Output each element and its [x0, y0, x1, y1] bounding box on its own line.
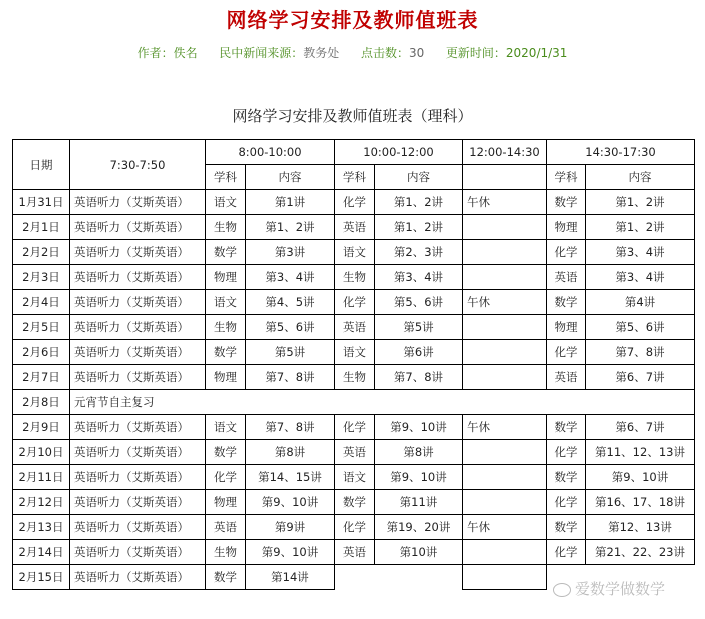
cell-content-4: 第16、17、18讲 — [586, 490, 695, 515]
cell-content-1: 第3讲 — [246, 240, 335, 265]
cell-subject-4: 英语 — [547, 265, 586, 290]
cell-content-1: 第5讲 — [246, 340, 335, 365]
cell-content-4: 第9、10讲 — [586, 465, 695, 490]
cell-content-1: 第1、2讲 — [246, 215, 335, 240]
cell-subject-1: 数学 — [206, 440, 246, 465]
cell-subject-2: 语文 — [335, 465, 375, 490]
cell-content-1: 第14讲 — [246, 565, 335, 590]
source: 教务处 — [303, 46, 340, 60]
cell-subject-4: 数学 — [547, 465, 586, 490]
cell-morning: 英语听力（艾斯英语） — [70, 290, 206, 315]
cell-date: 2月6日 — [13, 340, 70, 365]
cell-subject-2: 英语 — [335, 215, 375, 240]
cell-date: 2月10日 — [13, 440, 70, 465]
cell-subject-4: 化学 — [547, 490, 586, 515]
cell-morning: 英语听力（艾斯英语） — [70, 365, 206, 390]
cell-subject-2: 英语 — [335, 440, 375, 465]
cell-subject-1: 语文 — [206, 190, 246, 215]
cell-content-2: 第1、2讲 — [375, 215, 463, 240]
cell-content-4: 第4讲 — [586, 290, 695, 315]
table-caption: 网络学习安排及教师值班表（理科） — [232, 107, 473, 125]
wechat-icon — [553, 583, 571, 597]
cell-content-4: 第6、7讲 — [586, 365, 695, 390]
table-row — [13, 340, 695, 365]
cell-subject-1: 生物 — [206, 315, 246, 340]
cell-subject-2: 化学 — [335, 290, 375, 315]
cell-subject-4: 物理 — [547, 315, 586, 340]
header-session-3: 12:00-14:30 — [463, 140, 547, 165]
cell-noon: 午休 — [463, 515, 547, 540]
cell-content-4: 第11、12、13讲 — [586, 440, 695, 465]
article-meta — [0, 44, 705, 61]
cell-noon — [463, 465, 547, 490]
cell-morning: 英语听力（艾斯英语） — [70, 265, 206, 290]
cell-content-1: 第9讲 — [246, 515, 335, 540]
cell-morning: 英语听力（艾斯英语） — [70, 565, 206, 590]
cell-content-1: 第1讲 — [246, 190, 335, 215]
cell-subject-1: 数学 — [206, 240, 246, 265]
cell-content-2: 第10讲 — [375, 540, 463, 565]
cell-morning: 英语听力（艾斯英语） — [70, 215, 206, 240]
cell-note: 元宵节自主复习 — [70, 390, 695, 415]
cell-subject-1: 数学 — [206, 565, 246, 590]
cell-content-4: 第7、8讲 — [586, 340, 695, 365]
cell-noon — [463, 265, 547, 290]
subheader-subject: 学科 — [335, 165, 375, 190]
subheader-content: 内容 — [586, 165, 695, 190]
cell-content-1: 第8讲 — [246, 440, 335, 465]
table-row — [13, 265, 695, 290]
header-session-4: 14:30-17:30 — [547, 140, 695, 165]
cell-content-4: 第1、2讲 — [586, 190, 695, 215]
header-session-2: 10:00-12:00 — [335, 140, 463, 165]
cell-date: 2月7日 — [13, 365, 70, 390]
table-row — [13, 440, 695, 465]
table-row — [13, 515, 695, 540]
cell-date: 2月4日 — [13, 290, 70, 315]
cell-date: 2月11日 — [13, 465, 70, 490]
subheader-subject: 学科 — [206, 165, 246, 190]
cell-subject-1: 数学 — [206, 340, 246, 365]
time-label: 更新时间： — [445, 46, 506, 60]
cell-date: 2月2日 — [13, 240, 70, 265]
cell-noon — [463, 340, 547, 365]
cell-subject-1: 物理 — [206, 365, 246, 390]
cell-content-2: 第8讲 — [375, 440, 463, 465]
cell-noon — [463, 490, 547, 515]
table-row — [13, 390, 695, 415]
cell-subject-1: 生物 — [206, 540, 246, 565]
cell-subject-1: 语文 — [206, 415, 246, 440]
cell-content-1: 第7、8讲 — [246, 415, 335, 440]
header-date: 日期 — [13, 140, 70, 190]
cell-noon — [463, 365, 547, 390]
subheader-subject: 学科 — [547, 165, 586, 190]
cell-noon — [463, 240, 547, 265]
cell-subject-4: 化学 — [547, 240, 586, 265]
header-session-1: 8:00-10:00 — [206, 140, 335, 165]
cell-date: 2月14日 — [13, 540, 70, 565]
cell-morning: 英语听力（艾斯英语） — [70, 540, 206, 565]
cell-content-4: 第3、4讲 — [586, 265, 695, 290]
cell-date: 2月9日 — [13, 415, 70, 440]
table-row — [13, 490, 695, 515]
cell-subject-1: 化学 — [206, 465, 246, 490]
cell-subject-4: 数学 — [547, 190, 586, 215]
cell-content-2: 第5、6讲 — [375, 290, 463, 315]
cell-content-1: 第7、8讲 — [246, 365, 335, 390]
cell-morning: 英语听力（艾斯英语） — [70, 515, 206, 540]
subheader-noon — [463, 165, 547, 190]
subheader-content: 内容 — [246, 165, 335, 190]
cell-content-2: 第2、3讲 — [375, 240, 463, 265]
hits-label: 点击数： — [360, 46, 409, 60]
table-row — [13, 215, 695, 240]
cell-content-4: 第1、2讲 — [586, 215, 695, 240]
cell-noon — [463, 540, 547, 565]
cell-content-4: 第12、13讲 — [586, 515, 695, 540]
cell-content-2: 第5讲 — [375, 315, 463, 340]
cell-morning: 英语听力（艾斯英语） — [70, 440, 206, 465]
cell-content-2: 第11讲 — [375, 490, 463, 515]
cell-morning: 英语听力（艾斯英语） — [70, 490, 206, 515]
header-morning: 7:30-7:50 — [70, 140, 206, 190]
cell-content-2: 第19、20讲 — [375, 515, 463, 540]
schedule-table — [12, 139, 695, 590]
table-row — [13, 365, 695, 390]
cell-content-4: 第5、6讲 — [586, 315, 695, 340]
cell-noon — [463, 440, 547, 465]
cell-subject-4: 化学 — [547, 540, 586, 565]
cell-subject-4: 英语 — [547, 365, 586, 390]
cell-content-2: 第9、10讲 — [375, 465, 463, 490]
table-row — [13, 290, 695, 315]
table-row — [13, 540, 695, 565]
cell-noon: 午休 — [463, 290, 547, 315]
cell-subject-2: 化学 — [335, 190, 375, 215]
cell-subject-1: 英语 — [206, 515, 246, 540]
table-row — [13, 415, 695, 440]
cell-content-1: 第9、10讲 — [246, 490, 335, 515]
header-row — [13, 140, 695, 165]
hits: 30 — [408, 46, 425, 60]
cell-subject-2: 语文 — [335, 240, 375, 265]
cell-content-1: 第3、4讲 — [246, 265, 335, 290]
cell-subject-2: 语文 — [335, 340, 375, 365]
cell-content-1: 第4、5讲 — [246, 290, 335, 315]
cell-date: 2月8日 — [13, 390, 70, 415]
cell-noon — [463, 215, 547, 240]
cell-subject-2: 化学 — [335, 415, 375, 440]
cell-noon: 午休 — [463, 415, 547, 440]
cell-morning: 英语听力（艾斯英语） — [70, 315, 206, 340]
cell-subject-2: 英语 — [335, 540, 375, 565]
cell-morning: 英语听力（艾斯英语） — [70, 415, 206, 440]
page-title: 网络学习安排及教师值班表 — [226, 8, 479, 32]
cell-content-1: 第14、15讲 — [246, 465, 335, 490]
cell-noon — [463, 565, 547, 590]
cell-subject-4: 数学 — [547, 290, 586, 315]
cell-date: 2月5日 — [13, 315, 70, 340]
cell-date: 2月15日 — [13, 565, 70, 590]
cell-content-4: 第21、22、23讲 — [586, 540, 695, 565]
schedule-body — [13, 140, 695, 590]
cell-content-1: 第5、6讲 — [246, 315, 335, 340]
cell-subject-1: 生物 — [206, 215, 246, 240]
cell-subject-2: 数学 — [335, 490, 375, 515]
cell-date: 2月13日 — [13, 515, 70, 540]
cell-morning: 英语听力（艾斯英语） — [70, 190, 206, 215]
cell-subject-2: 化学 — [335, 515, 375, 540]
cell-content-2: 第7、8讲 — [375, 365, 463, 390]
table-row — [13, 315, 695, 340]
cell-date: 2月3日 — [13, 265, 70, 290]
subheader-content: 内容 — [375, 165, 463, 190]
source-label: 民中新闻来源： — [219, 46, 304, 60]
table-row — [13, 190, 695, 215]
table-row — [13, 465, 695, 490]
watermark — [553, 578, 665, 599]
cell-morning: 英语听力（艾斯英语） — [70, 340, 206, 365]
cell-morning: 英语听力（艾斯英语） — [70, 240, 206, 265]
cell-subject-4: 数学 — [547, 515, 586, 540]
cell-noon: 午休 — [463, 190, 547, 215]
cell-date: 1月31日 — [13, 190, 70, 215]
cell-content-1: 第9、10讲 — [246, 540, 335, 565]
cell-date: 2月12日 — [13, 490, 70, 515]
cell-content-4: 第3、4讲 — [586, 240, 695, 265]
cell-subject-4: 化学 — [547, 440, 586, 465]
cell-subject-2: 生物 — [335, 265, 375, 290]
author-label: 作者： — [137, 46, 174, 60]
cell-morning: 英语听力（艾斯英语） — [70, 465, 206, 490]
cell-content-2: 第1、2讲 — [375, 190, 463, 215]
cell-subject-1: 物理 — [206, 490, 246, 515]
cell-date: 2月1日 — [13, 215, 70, 240]
author: 佚名 — [173, 46, 198, 60]
cell-subject-1: 语文 — [206, 290, 246, 315]
cell-subject-4: 化学 — [547, 340, 586, 365]
table-row — [13, 240, 695, 265]
cell-subject-1: 物理 — [206, 265, 246, 290]
cell-subject-2: 生物 — [335, 365, 375, 390]
cell-content-2: 第3、4讲 — [375, 265, 463, 290]
watermark-text: 爱数学做数学 — [575, 580, 666, 598]
cell-subject-4: 数学 — [547, 415, 586, 440]
cell-content-2: 第9、10讲 — [375, 415, 463, 440]
cell-content-4: 第6、7讲 — [586, 415, 695, 440]
cell-subject-4: 物理 — [547, 215, 586, 240]
cell-noon — [463, 315, 547, 340]
cell-subject-2: 英语 — [335, 315, 375, 340]
cell-content-2: 第6讲 — [375, 340, 463, 365]
cell-empty — [335, 565, 463, 590]
update-time: 2020/1/31 — [505, 46, 568, 60]
